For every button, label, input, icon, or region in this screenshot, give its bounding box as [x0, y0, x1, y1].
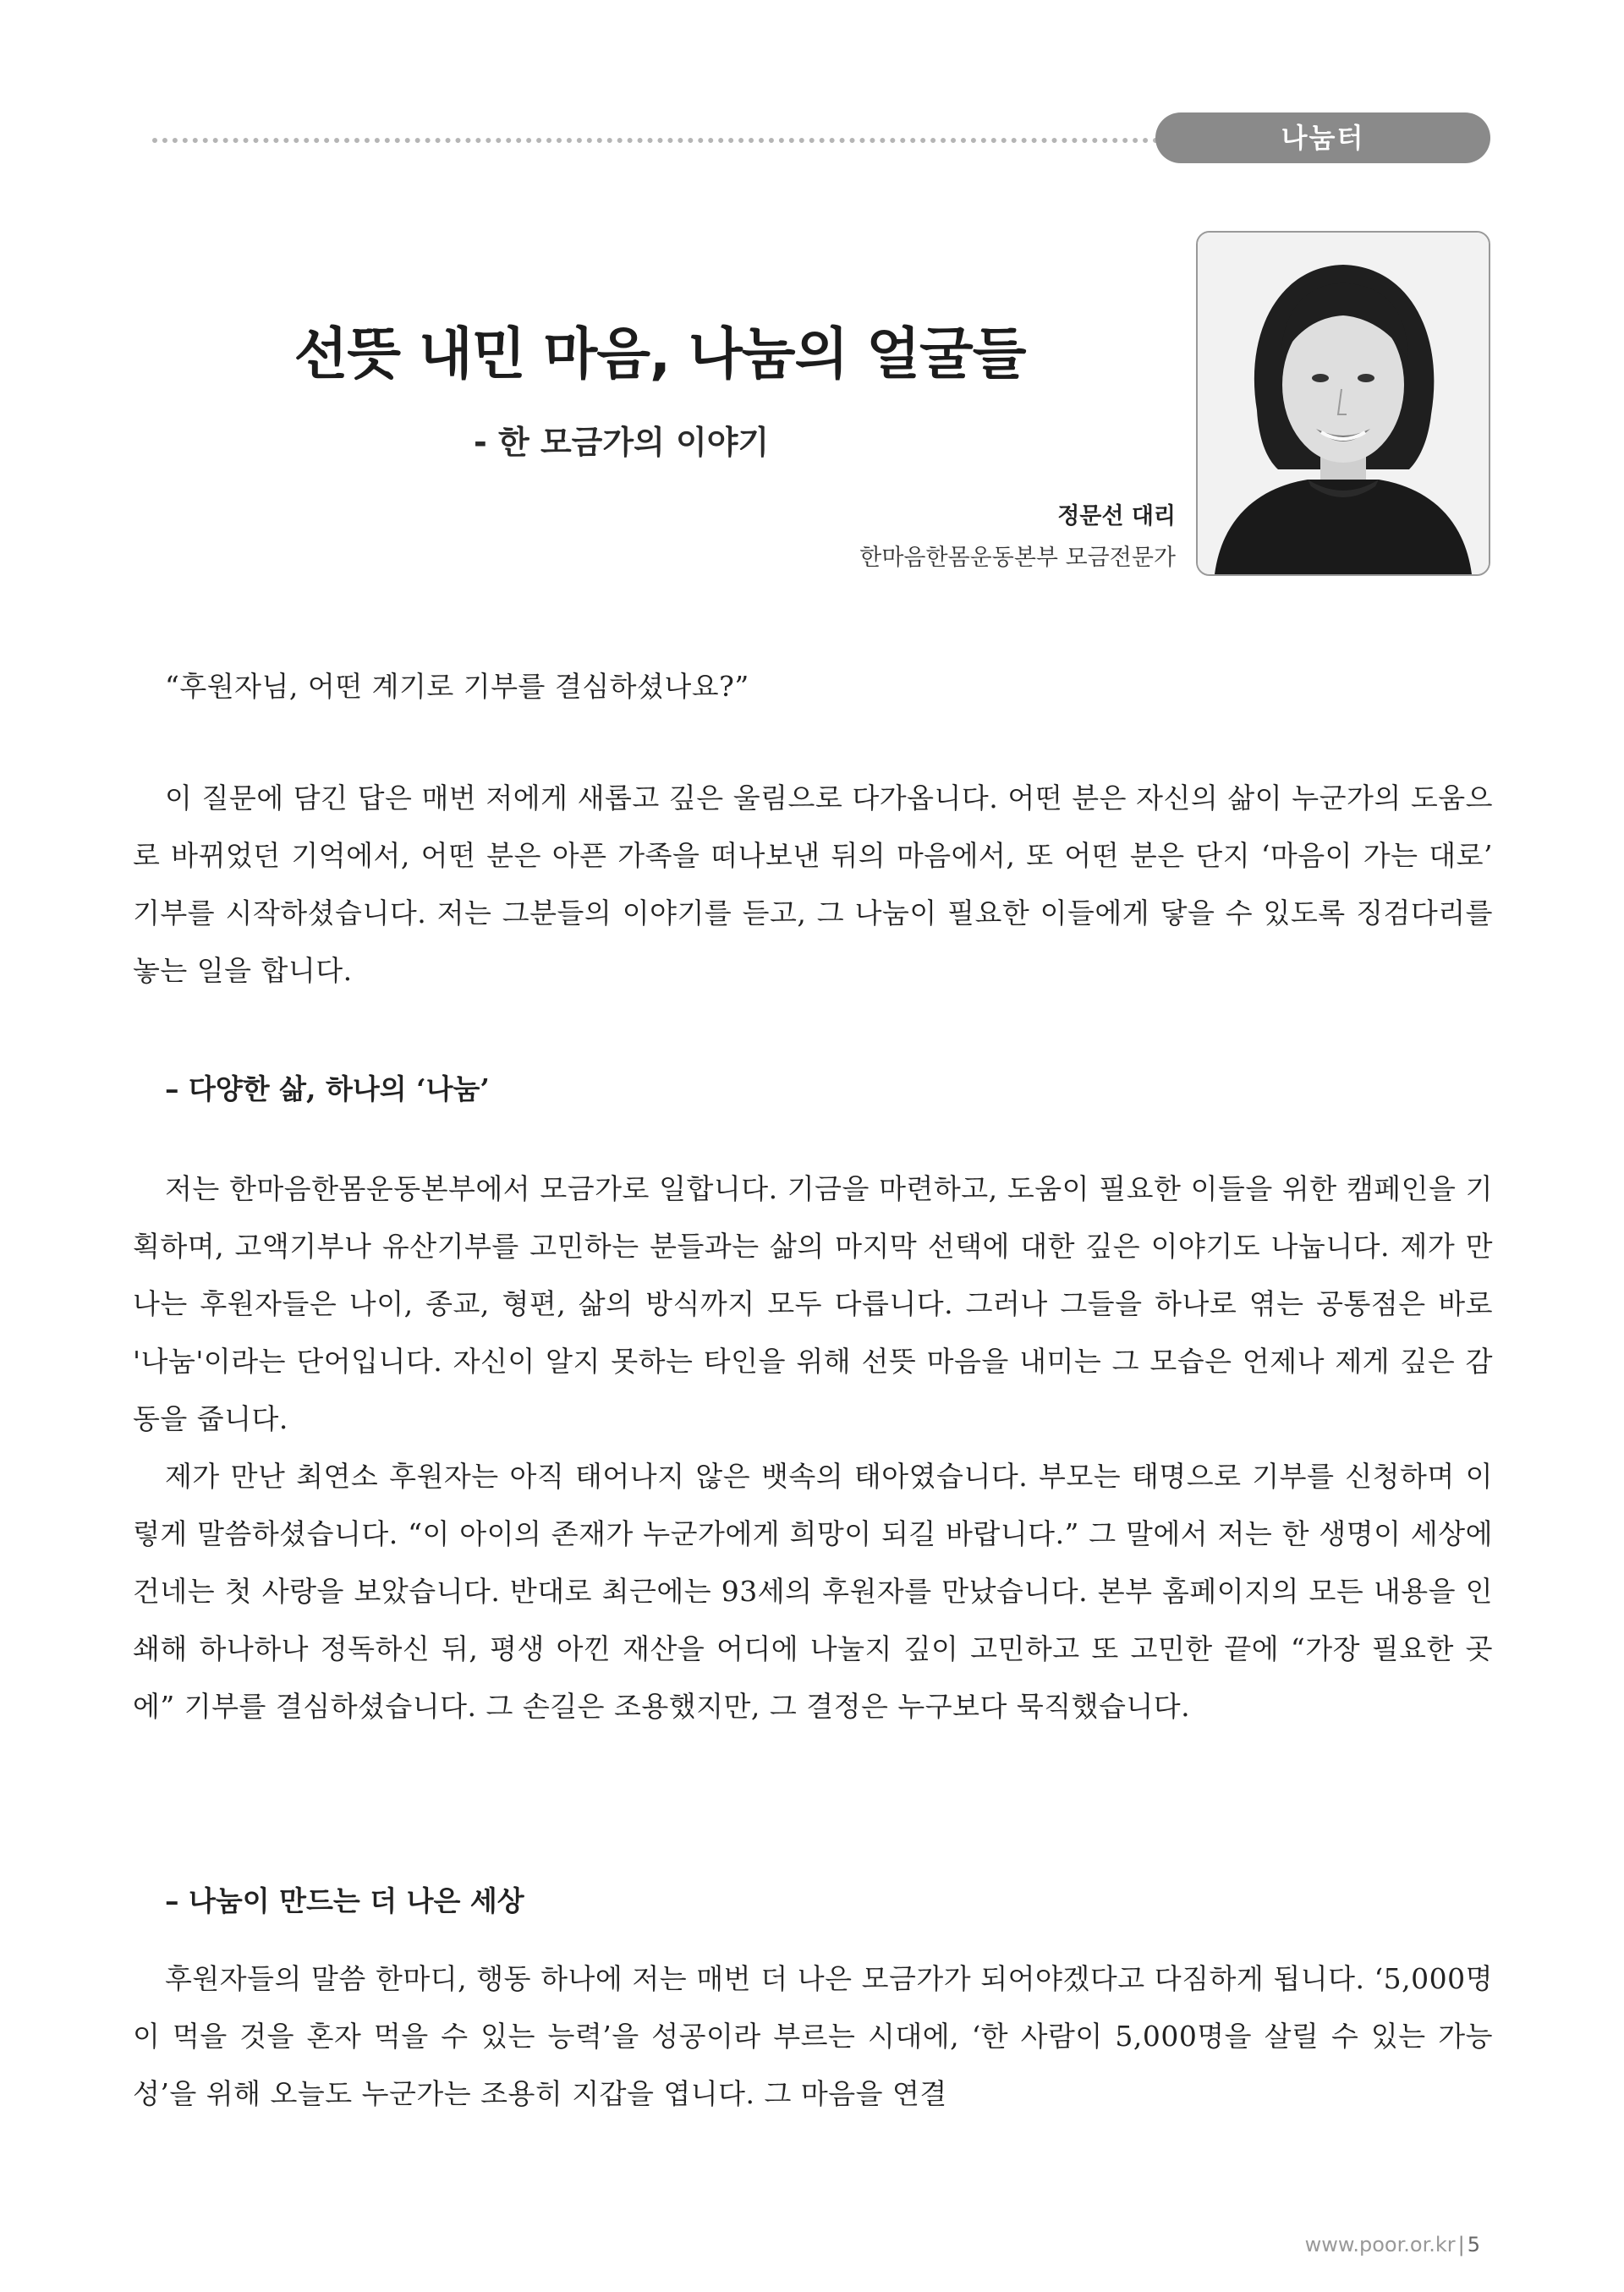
- intro-paragraph: [133, 770, 1493, 1000]
- footer-url: www.poor.or.kr: [1304, 2233, 1456, 2256]
- opening-quote-text: “후원자님, 어떤 계기로 기부를 결심하셨나요?”: [165, 670, 749, 703]
- author-portrait-image: [1198, 233, 1489, 574]
- section-heading-diverse-lives: – 다양한 삶, 하나의 ‘나눔’: [165, 1072, 490, 1105]
- author-role: 한마음한몸운동본부 모금전문가: [859, 545, 1176, 571]
- section2-paragraph-1: 후원자들의 말씀 한마디, 행동 하나에 저는 매번 더 나은 모금가가 되어야겠다고 다짐하게 됩니다. ‘5,000명이 먹을 것을 혼자 먹을 수 있는 능력’을 성공이라 부르는 시대에, ‘한 사람이 5,000명을 살릴 수 있는 가능성’을 위해 오늘도 누군가는 조용히 지갑을 엽니다. 그 마음을 연결: [133, 1962, 1493, 2110]
- section1-paragraph-1: 저는 한마음한몸운동본부에서 모금가로 일합니다. 기금을 마련하고, 도움이 필요한 이들을 위한 캠페인을 기획하며, 고액기부나 유산기부를 고민하는 분들과는 삶의 마지막 선택에 대한 깊은 이야기도 나눕니다. 제가 만나는 후원자들은 나이, 종교, 형편, 삶의 방식까지 모두 다릅니다. 그러나 그들을 하나로 엮는 공통점은 바로 '나눔'이라는 단어입니다. 자신이 알지 못하는 타인을 위해 선뜻 마음을 내미는 그 모습은 언제나 제게 깊은 감동을 줍니다.: [133, 1172, 1493, 1435]
- author-name: 정문선 대리: [1057, 503, 1176, 529]
- section1-body: [133, 1160, 1493, 1735]
- header-dotted-rule: [152, 138, 1159, 143]
- article-subtitle: - 한 모금가의 이야기: [474, 424, 770, 461]
- section-heading-better-world: – 나눔이 만드는 더 나은 세상: [165, 1884, 524, 1917]
- article-title: 선뜻 내민 마음, 나눔의 얼굴들: [294, 321, 1026, 387]
- page-number: 5: [1467, 2233, 1480, 2256]
- page-footer: [1303, 2233, 1480, 2256]
- opening-quote: [133, 658, 1493, 716]
- author-photo: [1196, 231, 1490, 576]
- intro-paragraph-text: 이 질문에 담긴 답은 매번 저에게 새롭고 깊은 울림으로 다가옵니다. 어떤 분은 자신의 삶이 누군가의 도움으로 바뀌었던 기억에서, 어떤 분은 아픈 가족을 떠나보낸 뒤의 마음에서, 또 어떤 분은 단지 ‘마음이 가는 대로’ 기부를 시작하셨습니다. 저는 그분들의 이야기를 듣고, 그 나눔이 필요한 이들에게 닿을 수 있도록 징검다리를 놓는 일을 합니다.: [133, 781, 1493, 987]
- footer-separator: |: [1457, 2233, 1465, 2256]
- section2-body: [133, 1950, 1493, 2123]
- section1-paragraph-2: 제가 만난 최연소 후원자는 아직 태어나지 않은 뱃속의 태아였습니다. 부모는 태명으로 기부를 신청하며 이렇게 말씀하셨습니다. “이 아이의 존재가 누군가에게 희망이 되길 바랍니다.” 그 말에서 저는 한 생명이 세상에 건네는 첫 사랑을 보았습니다. 반대로 최근에는 93세의 후원자를 만났습니다. 본부 홈페이지의 모든 내용을 인쇄해 하나하나 정독하신 뒤, 평생 아낀 재산을 어디에 나눌지 깊이 고민하고 또 고민한 끝에 “가장 필요한 곳에” 기부를 결심하셨습니다. 그 손길은 조용했지만, 그 결정은 누구보다 묵직했습니다.: [133, 1460, 1493, 1723]
- section-tag: 나눔터: [1155, 112, 1490, 163]
